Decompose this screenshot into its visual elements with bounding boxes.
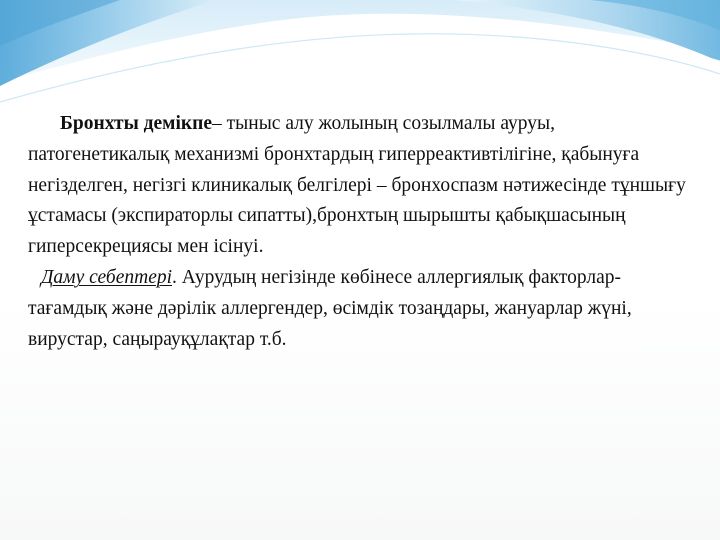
- causes-text: . Аурудың негізінде көбінесе аллергиялық факторлар-тағамдық және дәрілік аллергендер, өсімдік тозаңдары, жануарлар жүні, вирустар, саңырауқұлақтар т.б.: [28, 266, 632, 350]
- definition-paragraph: [28, 109, 698, 263]
- slide-content: [28, 109, 698, 355]
- causes-paragraph: [28, 263, 698, 355]
- causes-subheading: Даму себептері: [41, 266, 173, 288]
- definition-term: Бронхты демікпе: [60, 113, 213, 134]
- definition-text: – тыныс алу жолының созылмалы ауруы, патогенетикалық механизмі бронхтардың гиперреактивтілігіне, қабынуға негізделген, негізгі клиникалық белгілері – бронхоспазм нәтижесінде тұншығу ұстамасы (экспираторлы сипатты),бронхтың шырышты қабықшасының гиперсекрециясы мен ісінуі.: [28, 113, 686, 258]
